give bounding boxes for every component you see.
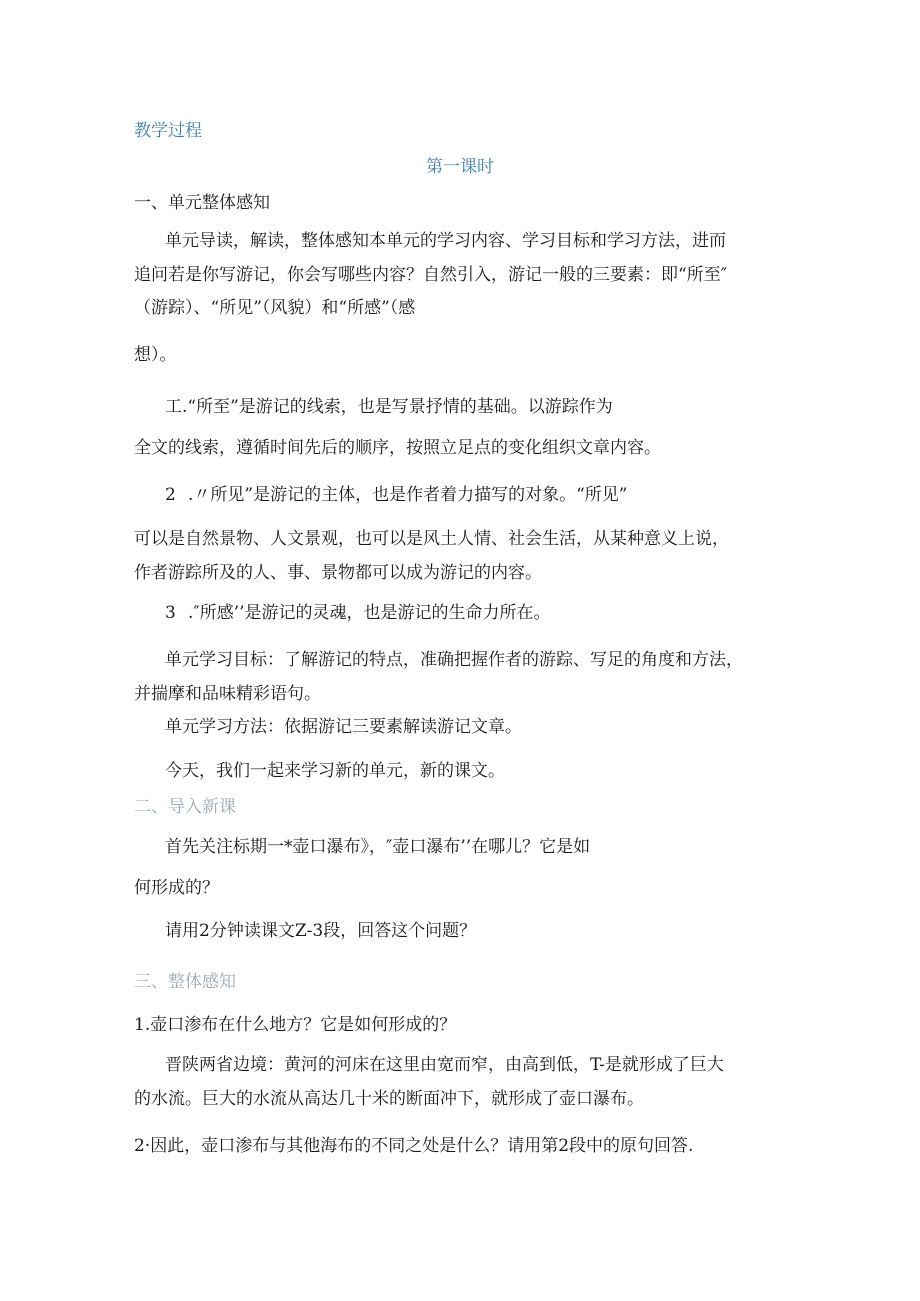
today-line: 今天，我们一起来学习新的单元，新的课文。 bbox=[165, 761, 505, 781]
section-heading-process: 教学过程 bbox=[134, 121, 202, 141]
point3-line: .″所感’’是游记的灵魂，也是游记的生命力所在。 bbox=[188, 603, 551, 623]
intro-line-4: 想）。 bbox=[134, 345, 177, 365]
point2-line-3: 作者游踪所及的人、事、景物都可以成为游记的内容。 bbox=[134, 563, 542, 583]
intro-line-3: （游踪）、“所见”（风貌）和“所感”（感 bbox=[134, 298, 416, 318]
goal-line-1: 单元学习目标：了解游记的特点，准确把握作者的游踪、写足的角度和方法， bbox=[165, 650, 743, 670]
point1-line-2: 全文的线索，遵循时间先后的顺序，按照立足点的变化组织文章内容。 bbox=[134, 438, 661, 458]
section1-title: 一、单元整体感知 bbox=[134, 193, 270, 213]
point2-line-2: 可以是自然景物、人文景观，也可以是风土人情、社会生活，从某种意义上说， bbox=[134, 529, 729, 549]
section3-title: 三、整体感知 bbox=[134, 972, 236, 992]
method-line: 单元学习方法：依据游记三要素解读游记文章。 bbox=[165, 717, 522, 737]
answer1-line-2: 的水流。巨大的水流从高达几十米的断面冲下，就形成了壶口瀑布。 bbox=[134, 1089, 644, 1109]
question2-line: 请用2分钟读课文Z-3段，回答这个问题？ bbox=[165, 921, 477, 941]
goal-line-2: 并揣摩和品味精彩语句。 bbox=[134, 684, 321, 704]
point2-line-1: .〃所见”是游记的主体，也是作者着力描写的对象。“所见” bbox=[188, 485, 628, 505]
lesson-title: 第一课时 bbox=[426, 157, 494, 177]
point3-number: 3 bbox=[165, 603, 176, 623]
item1-question: 1.壶口渗布在什么地方？它是如何形成的？ bbox=[134, 1015, 457, 1035]
answer1-line-1: 晋陕两省边境：黄河的河床在这里由宽而窄，由高到低，T-是就形成了巨大 bbox=[165, 1055, 724, 1075]
intro-line-2: 追问若是你写游记，你会写哪些内容？自然引入，游记一般的三要素：即“所至″ bbox=[134, 265, 728, 285]
intro-line-1: 单元导读，解读，整体感知本单元的学习内容、学习目标和学习方法，进而 bbox=[165, 231, 726, 251]
question1-line-1: 首先关注标期一*壶口瀑布》，″壶口瀑布’’在哪儿？它是如 bbox=[165, 837, 591, 857]
point1-line-1: 工.“所至”是游记的线索，也是写景抒情的基础。以游踪作为 bbox=[165, 397, 613, 417]
question1-line-2: 何形成的？ bbox=[134, 878, 219, 898]
item2-question: 2·因此，壶口渗布与其他海布的不同之处是什么？请用第2段中的原句回答. bbox=[134, 1136, 694, 1156]
point2-number: 2 bbox=[165, 485, 176, 505]
section2-title: 二、导入新课 bbox=[134, 797, 236, 817]
